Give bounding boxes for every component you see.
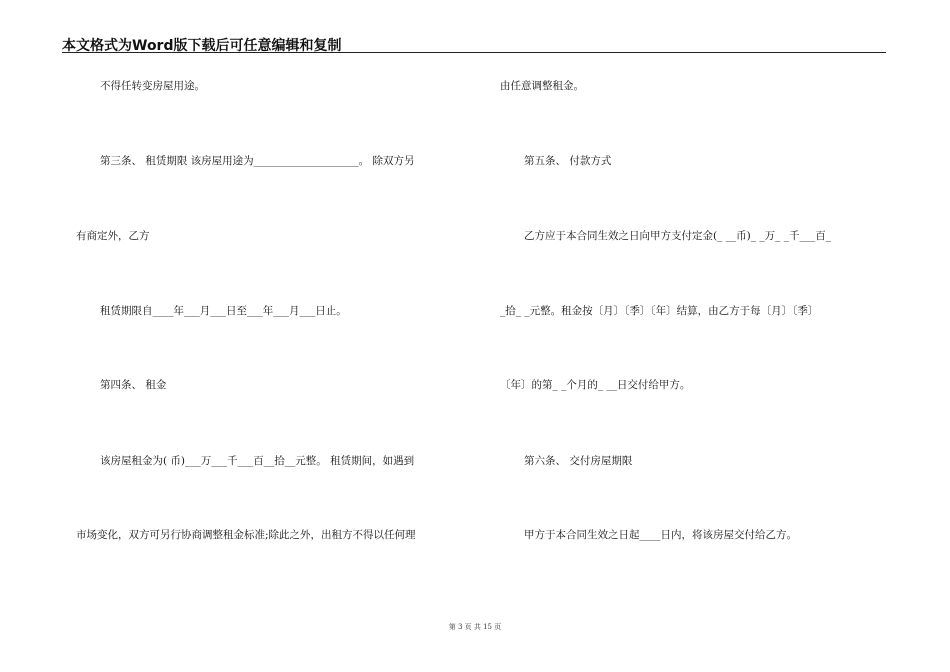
document-header-title: 本文格式为Word版下载后可任意编辑和复制	[62, 38, 342, 54]
left-line-2: 第三条、 租赁期限 该房屋用途为____________________。 除双方另	[100, 155, 415, 167]
right-line-4: _拾_ _元整。租金按〔月〕〔季〕〔年〕结算，由乙方于每〔月〕〔季〕	[500, 305, 819, 317]
right-line-3: 乙方应于本合同生效之日向甲方支付定金(_ __币)_ _万_ _千___百_	[524, 230, 831, 242]
right-line-5: 〔年〕的第_ _个月的_ __日交付给甲方。	[500, 379, 691, 391]
left-line-5: 第四条、 租金	[100, 379, 167, 391]
page-number-footer: 第 3 页 共 15 页	[448, 623, 502, 631]
right-line-6: 第六条、 交付房屋期限	[524, 455, 633, 467]
left-line-4: 租赁期限自____年___月___日至___年___月___日止。	[100, 305, 347, 317]
left-line-1: 不得任转变房屋用途。	[100, 80, 205, 92]
header-divider	[62, 52, 886, 53]
right-line-1: 由任意调整租金。	[500, 80, 584, 92]
left-line-7: 市场变化，双方可另行协商调整租金标准;除此之外，出租方不得以任何理	[76, 529, 416, 541]
right-line-2: 第五条、 付款方式	[524, 155, 612, 167]
right-line-7: 甲方于本合同生效之日起____日内，将该房屋交付给乙方。	[524, 529, 797, 541]
left-line-3: 有商定外，乙方	[76, 230, 150, 242]
left-line-6: 该房屋租金为( 币)___万___千___百__拾__元整。 租赁期间，如遇到	[100, 455, 415, 467]
